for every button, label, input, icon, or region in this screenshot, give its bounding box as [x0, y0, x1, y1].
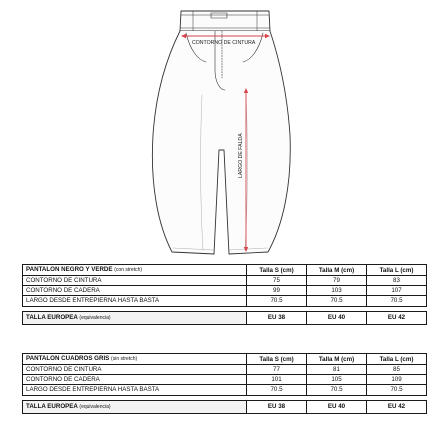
cell-value: 77 — [247, 365, 307, 375]
waist-label: CONTORNO DE CINTURA — [192, 40, 256, 46]
cell-value: 75 — [247, 276, 307, 286]
table-row — [23, 385, 427, 395]
euro-value: EU 38 — [247, 311, 307, 324]
length-label: LARGO DE FALDA — [238, 133, 244, 178]
euro-value: EU 38 — [247, 400, 307, 413]
col-size-m: Talla M (cm) — [307, 354, 367, 365]
size-table-black-green — [22, 264, 427, 325]
row-label: CONTORNO DE CINTURA — [23, 276, 247, 286]
size-table-grey-check — [22, 353, 427, 414]
euro-value: EU 42 — [367, 400, 427, 413]
cell-value: 79 — [307, 276, 367, 286]
cell-value: 105 — [307, 375, 367, 385]
table-row — [23, 286, 427, 296]
row-label: CONTORNO DE CADERA — [23, 375, 247, 385]
euro-value: EU 40 — [307, 400, 367, 413]
euro-label: TALLA EUROPEA (equivalencia) — [23, 400, 247, 413]
cell-value: 70.5 — [367, 385, 427, 395]
cell-value: 99 — [247, 286, 307, 296]
col-size-l: Talla L (cm) — [367, 354, 427, 365]
col-size-l: Talla L (cm) — [367, 265, 427, 276]
cell-value: 107 — [367, 286, 427, 296]
euro-value: EU 40 — [307, 311, 367, 324]
table-row — [23, 296, 427, 306]
cell-value: 103 — [307, 286, 367, 296]
table-row — [23, 276, 427, 286]
cell-value: 101 — [247, 375, 307, 385]
table-header-row — [23, 265, 427, 276]
euro-label: TALLA EUROPEA (equivalencia) — [23, 311, 247, 324]
table-title: PANTALON CUADROS GRIS (sin stretch) — [23, 354, 247, 365]
table-row — [23, 365, 427, 375]
row-label: CONTORNO DE CINTURA — [23, 365, 247, 375]
cell-value: 70.5 — [307, 296, 367, 306]
cell-value: 70.5 — [247, 385, 307, 395]
cell-value: 109 — [367, 375, 427, 385]
pants-outline — [152, 31, 290, 254]
cell-value: 70.5 — [367, 296, 427, 306]
row-label: LARGO DESDE ENTREPIERNA HASTA BASTA — [23, 385, 247, 395]
euro-value: EU 42 — [367, 311, 427, 324]
table-title: PANTALON NEGRO Y VERDE (con stretch) — [23, 265, 247, 276]
col-size-s: Talla S (cm) — [247, 265, 307, 276]
col-size-m: Talla M (cm) — [307, 265, 367, 276]
row-label: CONTORNO DE CADERA — [23, 286, 247, 296]
col-size-s: Talla S (cm) — [247, 354, 307, 365]
row-label: LARGO DESDE ENTREPIERNA HASTA BASTA — [23, 296, 247, 306]
table-header-row — [23, 354, 427, 365]
cell-value: 70.5 — [247, 296, 307, 306]
cell-value: 81 — [307, 365, 367, 375]
cell-value: 70.5 — [307, 385, 367, 395]
cell-value: 85 — [367, 365, 427, 375]
table-row — [23, 375, 427, 385]
euro-size-row — [23, 311, 427, 324]
euro-size-row — [23, 400, 427, 413]
cell-value: 83 — [367, 276, 427, 286]
